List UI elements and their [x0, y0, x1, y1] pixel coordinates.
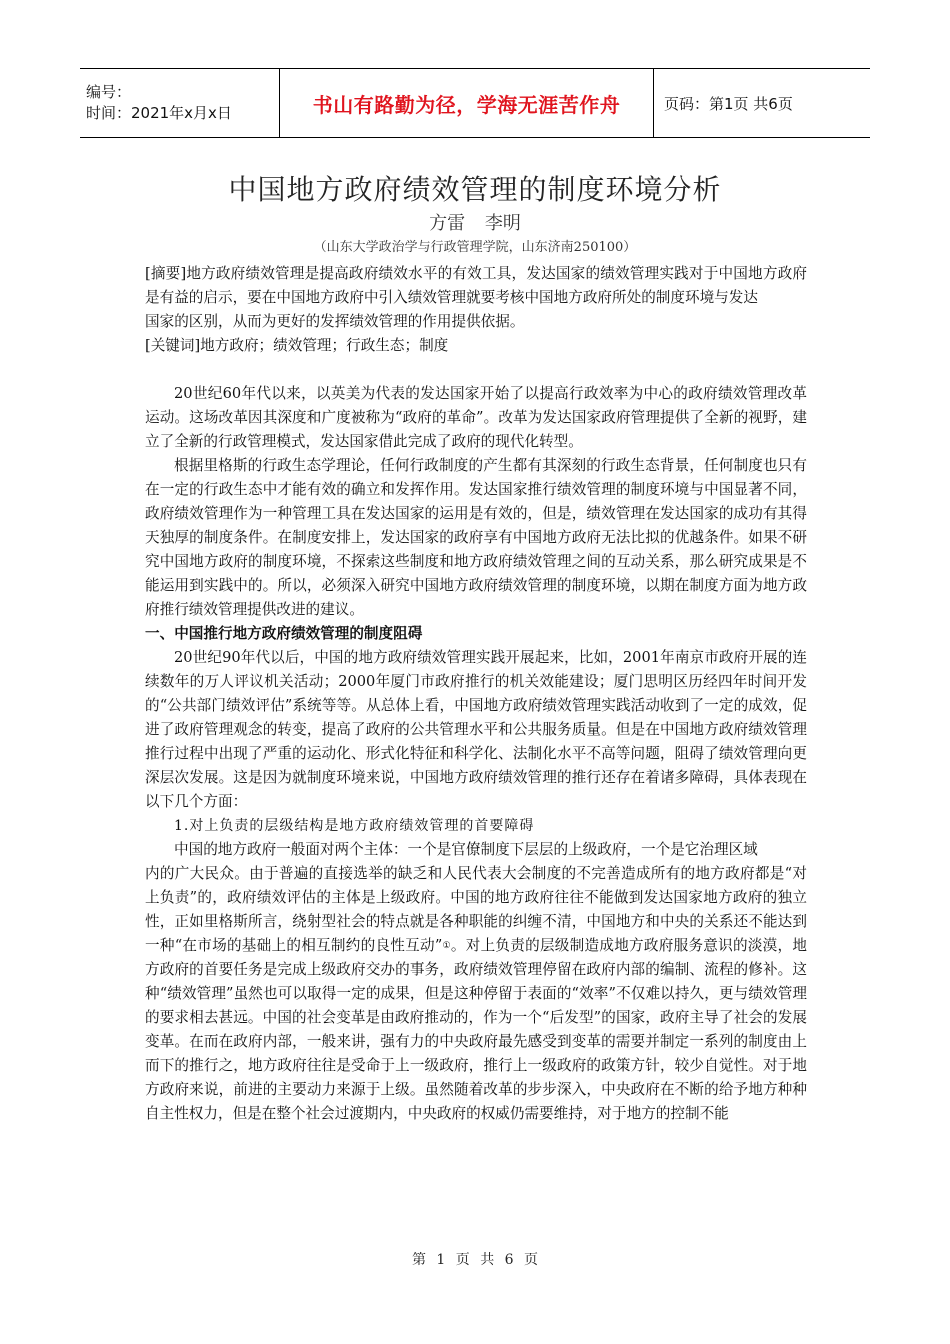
abstract-line: 国家的区别，从而为更好的发挥绩效管理的作用提供依据。: [145, 313, 525, 330]
section-heading: 一、中国推行地方政府绩效管理的制度阻碍: [145, 625, 423, 642]
body-paragraph: [145, 862, 807, 1126]
body-paragraph: 根据里格斯的行政生态学理论，任何行政制度的产生都有其深刻的行政生态背景，任何制度也只有在一定的行政生态中才能有效的确立和发挥作用。发达国家推行绩效管理的制度环境与中国显著不同，政府绩效管理作为一种管理工具在发达国家的运用是有效的，但是，绩效管理在发达国家的成功有其得天独厚的制度条件。在制度安排上，发达国家的政府享有中国地方政府无法比拟的优越条件。如果不研究中国地方政府的制度环境，不探索这些制度和地方政府绩效管理之间的互动关系，那么研究成果是不能运用到实践中的。所以，必须深入研究中国地方政府绩效管理的制度环境，以期在制度方面为地方政府推行绩效管理提供改进的建议。: [145, 457, 807, 618]
article-title: 中国地方政府绩效管理的制度环境分析: [228, 173, 722, 206]
body-paragraph: 中国的地方政府一般面对两个主体：一个是官僚制度下层层的上级政府，一个是它治理区域: [174, 841, 758, 858]
abstract-line: [摘要]地方政府绩效管理是提高政府绩效水平的有效工具，发达国家的绩效管理实践对于中国地方政府是有益的启示，要在中国地方政府中引入绩效管理就要考核中国地方政府所处的制度环境与发达: [145, 265, 807, 306]
footnote-marker[interactable]: ①: [442, 941, 451, 951]
document-header: [80, 68, 870, 138]
article-authors: 方雷 李明: [429, 213, 521, 234]
body-text: 。对上负责的层级制造成地方政府服务意识的淡漠，地方政府的首要任务是完成上级政府交办的事务，政府绩效管理停留在政府内部的编制、流程的修补。这种“绩效管理”虽然也可以取得一定的成果，但是这种停留于表面的“效率”不仅难以持久，更与绩效管理的要求相去甚远。中国的社会变革是由政府推动的，作为一个“后发型”的国家，政府主导了社会的发展变革。在而在政府内部，一般来讲，强有力的中央政府最先感受到变革的需要并制定一系列的制度由上而下的推行之，地方政府往往是受命于上一级政府，推行上一级政府的政策方针，较少自觉性。对于地方政府来说，前进的主要动力来源于上级。虽然随着改革的步步深入，中央政府在不断的给予地方种种自主性权力，但是在整个社会过渡期内，中央政府的权威仍需要维持，对于地方的控制不能: [145, 937, 807, 1122]
article-affiliation: （山东大学政治学与行政管理学院，山东济南250100）: [313, 240, 637, 255]
article-body: [145, 262, 807, 1126]
body-paragraph: 20世纪90年代以后，中国的地方政府绩效管理实践开展起来，比如，2001年南京市政府开展的连续数年的万人评议机关活动；2000年厦门市政府推行的机关效能建设；厦门思明区历经四年时间开发的“公共部门绩效评估”系统等等。从总体上看，中国地方政府绩效管理实践活动收到了一定的成效，促进了政府管理观念的转变，提高了政府的公共管理水平和公共服务质量。但是在中国地方政府绩效管理推行过程中出现了严重的运动化、形式化特征和科学化、法制化水平不高等问题，阻碍了绩效管理向更深层次发展。这是因为就制度环境来说，中国地方政府绩效管理的推行还存在着诸多障碍，具体表现在以下几个方面：: [145, 649, 807, 810]
header-motto: 书山有路勤为径，学海无涯苦作舟: [280, 69, 654, 137]
keywords: [关键词]地方政府；绩效管理；行政生态；制度: [145, 337, 449, 354]
header-page-info: 页码：第1页 共6页: [664, 94, 793, 113]
sub-heading: 1.对上负责的层级结构是地方政府绩效管理的首要障碍: [174, 818, 535, 834]
date-label: 时间：2021年x月x日: [86, 104, 232, 122]
code-label: 编号：: [86, 83, 132, 101]
page-footer: 第 1 页 共 6 页: [411, 1252, 539, 1268]
blank-line: [145, 358, 807, 382]
body-text: 内的广大民众。由于普遍的直接选举的缺乏和人民代表大会制度的不完善造成所有的地方政府都是“对上负责”的，政府绩效评估的主体是上级政府。中国的地方政府往往不能做到发达国家地方政府的独立性，正如里格斯所言，绕射型社会的特点就是各种职能的纠缠不清，中国地方和中央的关系还不能达到一种“在市场的基础上的相互制约的良性互动”: [145, 865, 807, 954]
header-meta: [80, 69, 280, 137]
body-paragraph: 20世纪60年代以来，以英美为代表的发达国家开始了以提高行政效率为中心的政府绩效管理改革运动。这场改革因其深度和广度被称为“政府的革命”。改革为发达国家政府管理提供了全新的视野，建立了全新的行政管理模式，发达国家借此完成了政府的现代化转型。: [145, 385, 807, 450]
